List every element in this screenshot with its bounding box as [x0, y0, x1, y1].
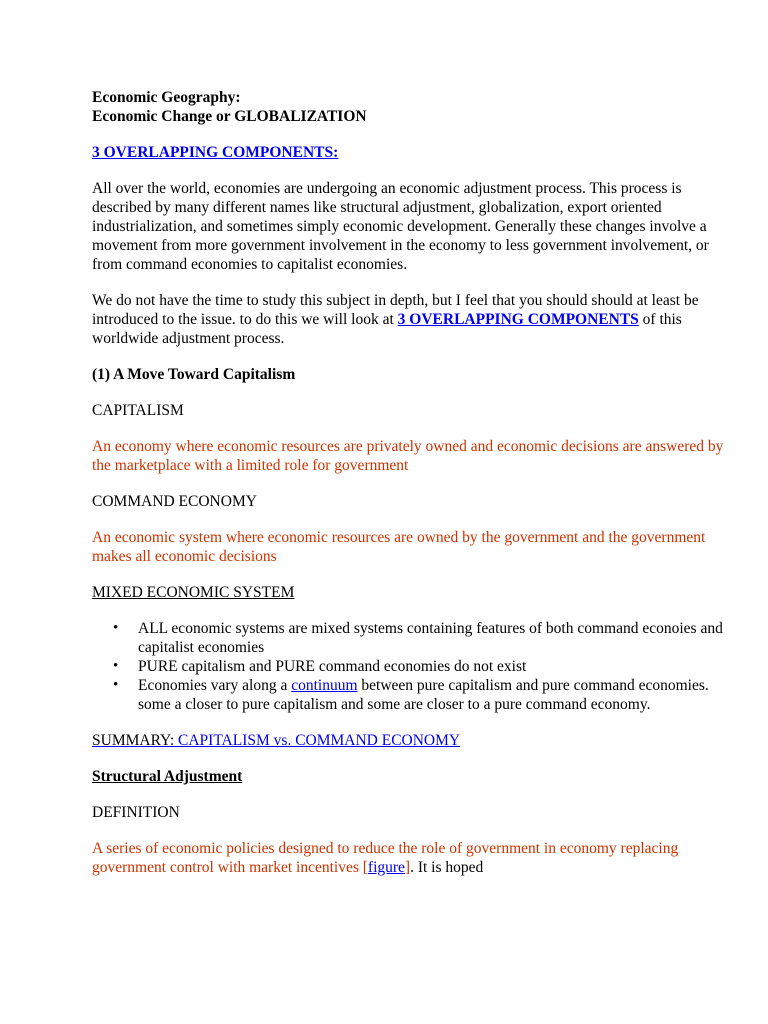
figure-link[interactable]: figure [367, 859, 405, 876]
list-item-text: Economies vary along a [138, 677, 292, 694]
command-economy-definition: An economic system where economic resources are owned by the government and the government makes all economic decisions [92, 529, 706, 565]
summary-link-text: CAPITALISM vs. COMMAND ECONOMY [174, 732, 461, 749]
summary-label: SUMMARY: [92, 732, 175, 749]
definition-tail: . It is hoped [410, 859, 484, 876]
study-paragraph [92, 291, 728, 348]
title-line-2: Economic Change or GLOBALIZATION [92, 108, 367, 125]
structural-adjustment-heading: Structural Adjustment [92, 768, 243, 785]
overlapping-components-link[interactable]: 3 OVERLAPPING COMPONENTS [397, 311, 639, 328]
study-paragraph-tail: of this worldwide adjustment process. [92, 311, 682, 347]
capitalism-definition: An economy where economic resources are privately owned and economic decisions are answered by the marketplace with a limited role for government [92, 438, 724, 474]
definition-label: DEFINITION [92, 804, 180, 821]
structural-adjustment-definition [92, 839, 728, 877]
list-item: • PURE capitalism and PURE command economies do not exist [138, 657, 728, 676]
capitalism-term: CAPITALISM [92, 402, 184, 419]
list-item-tail: between pure capitalism and pure command economies. some a closer to pure capitalism and some are closer to a pure command economy. [138, 677, 709, 713]
study-paragraph-text: We do not have the time to study this subject in depth, but I feel that you should should at least be introduced to the issue. to do this we will look at [92, 292, 699, 328]
definition-text: A series of economic policies designed to reduce the role of government in economy replacing government control with market incentives [ [92, 840, 679, 876]
components-heading-link[interactable]: 3 OVERLAPPING COMPONENTS: [92, 144, 339, 161]
definition-bracket: ] [404, 859, 411, 876]
command-economy-term: COMMAND ECONOMY [92, 493, 257, 510]
title-line-1: Economic Geography: [92, 89, 241, 106]
summary-line [92, 731, 728, 750]
move-toward-capitalism-heading: (1) A Move Toward Capitalism [92, 366, 296, 383]
list-item: • ALL economic systems are mixed systems containing features of both command econoies and capitalist economies [138, 619, 728, 657]
mixed-system-bullet-list [92, 619, 728, 714]
intro-paragraph: All over the world, economies are undergoing an economic adjustment process. This process is described by many different names like structural adjustment, globalization, export oriented industrialization, and sometimes simply economic development. Generally these changes involve a movement from more government involvement in the economy to less government involvement, or from command economies to capitalist economies. [92, 180, 709, 273]
list-item [138, 676, 728, 714]
document-title [92, 88, 728, 126]
mixed-economic-system-term: MIXED ECONOMIC SYSTEM [92, 584, 295, 601]
components-heading [92, 143, 728, 162]
continuum-link[interactable]: continuum [291, 677, 358, 694]
summary-link[interactable] [92, 732, 460, 749]
